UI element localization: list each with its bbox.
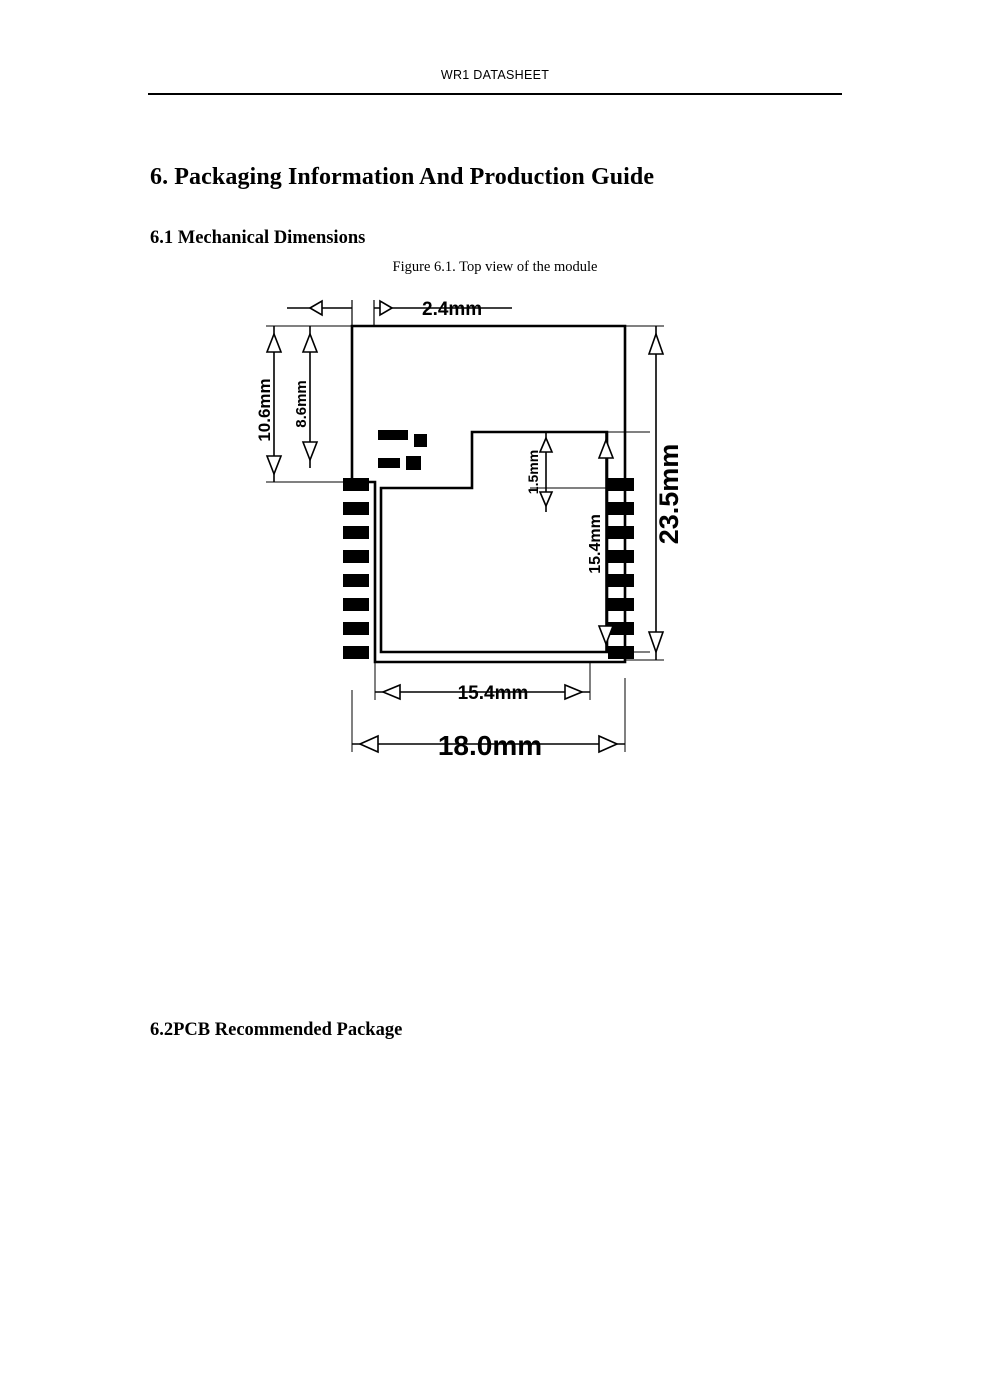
header-divider [148, 93, 842, 95]
section-title: 6. Packaging Information And Production Guide [150, 164, 655, 191]
dim-label-2-4mm: 2.4mm [422, 299, 483, 320]
dim-notch-height [530, 432, 607, 512]
figure-caption: Figure 6.1. Top view of the module [392, 259, 598, 275]
internal-component-marks [378, 430, 427, 470]
dim-label-8-6mm: 8.6mm [293, 380, 310, 428]
module-outline [352, 326, 625, 662]
dim-label-15-4mm-vertical: 15.4mm [587, 514, 604, 574]
module-top-view-figure [240, 282, 760, 782]
left-pad-column [343, 478, 369, 659]
dim-label-23-5mm: 23.5mm [654, 443, 684, 545]
subsection-pcb-recommended-package: 6.2PCB Recommended Package [150, 1020, 403, 1041]
dim-label-18-0mm: 18.0mm [437, 730, 543, 761]
right-pad-column [608, 478, 634, 659]
module-drawing-svg [240, 282, 760, 782]
dim-label-15-4mm-horizontal: 15.4mm [457, 683, 529, 704]
page-header: WR1 DATASHEET [440, 68, 550, 82]
subsection-mechanical-dimensions: 6.1 Mechanical Dimensions [150, 228, 366, 249]
dim-label-1-5mm: 1.5mm [525, 449, 541, 495]
dim-label-10-6mm: 10.6mm [255, 378, 274, 442]
